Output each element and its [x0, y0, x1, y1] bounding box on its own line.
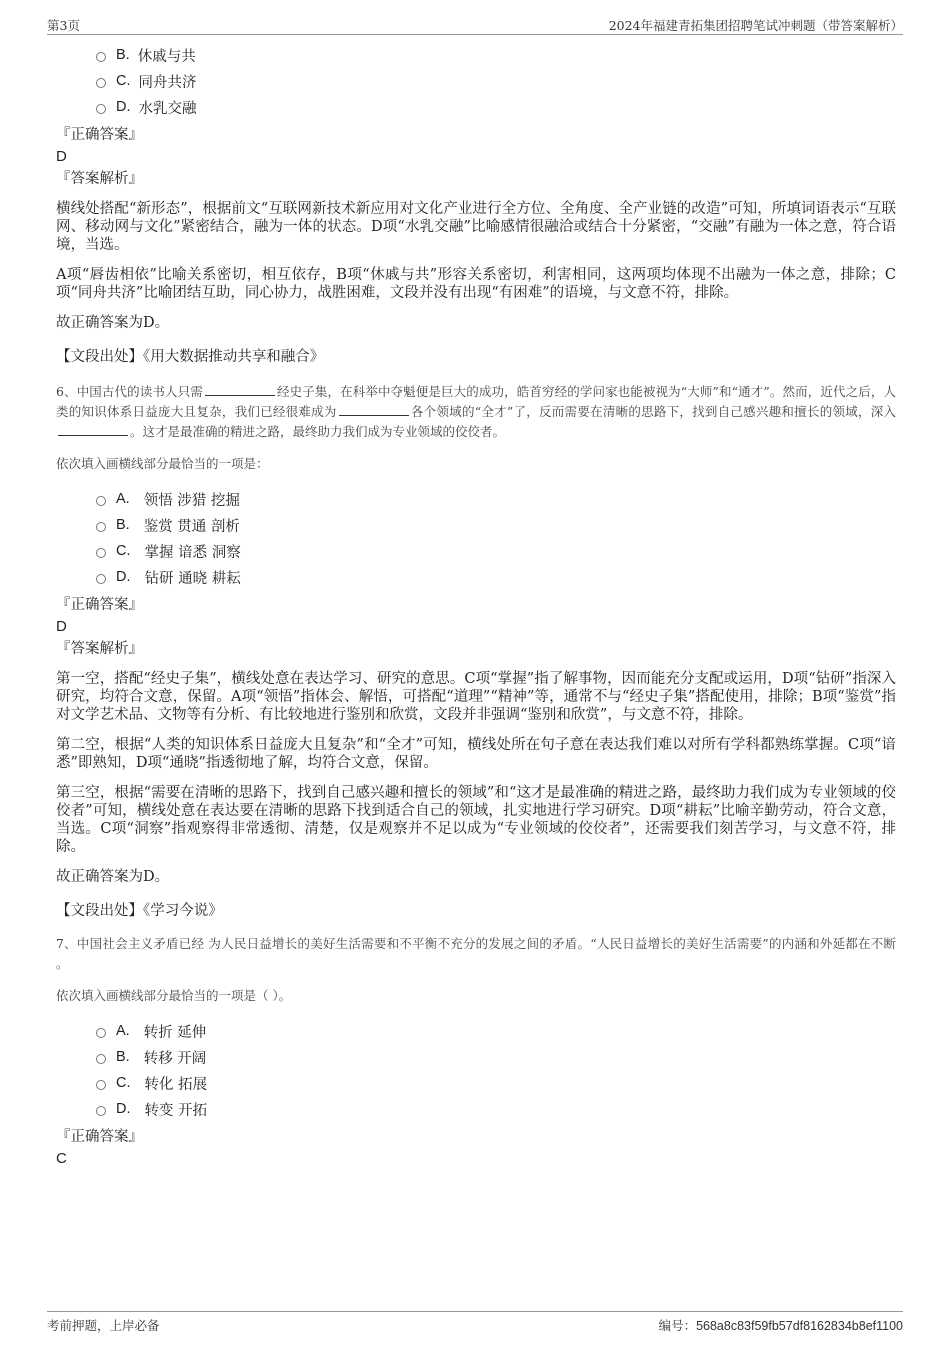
radio-icon[interactable] [96, 496, 106, 506]
analysis-paragraph: 第二空，根据“人类的知识体系日益庞大且复杂”和“全才”可知，横线处所在句子意在表达我们难以对所有学科都熟练掌握。C项“谙悉”即熟知，D项“通晓”指透彻地了解，均符合文意，保留。 [56, 737, 896, 771]
q6-options [56, 486, 896, 590]
question-6-instruction: 依次填入画横线部分最恰当的一项是： [56, 456, 269, 471]
page-header [47, 14, 903, 35]
document-code: 编号：568a8c83f59fb57df8162834b8ef1100 [658, 1319, 903, 1333]
blank-line [58, 423, 128, 436]
option-c[interactable]: C. 掌握 谙悉 洞察 [56, 538, 896, 564]
blank-line [205, 383, 275, 396]
question-7-instruction: 依次填入画横线部分最恰当的一项是（ ）。 [56, 988, 292, 1003]
analysis-conclusion: 故正确答案为D。 [56, 315, 170, 331]
option-b[interactable]: B. 转移 开阔 [56, 1044, 896, 1070]
analysis-paragraph: 第三空，根据“需要在清晰的思路下，找到自己感兴趣和擅长的领域”和“这才是最准确的精进之路，最终助力我们成为专业领域的佼佼者”可知，横线处意在表达要在清晰的思路下找到适合自己的领域，扎实地进行学习研究。D项“耕耘”比喻辛勤劳动，符合文意，当选。C项“洞察”指观察得非常透彻、清楚，仅是观察并不足以成为“专业领域的佼佼者”，还需要我们刻苦学习，与文意不符，排除。 [56, 785, 896, 855]
source-reference: 【文段出处】《用大数据推动共享和融合》 [56, 349, 325, 365]
option-b[interactable]: B. 休戚与共 [56, 42, 896, 68]
radio-icon[interactable] [96, 522, 106, 532]
correct-answer: D [56, 148, 67, 165]
correct-answer-label: 『正确答案』 [56, 127, 143, 143]
radio-icon[interactable] [96, 78, 106, 88]
radio-icon[interactable] [96, 1080, 106, 1090]
question-6-stem: 6、中国古代的读书人只需 经史子集，在科举中夺魁便是巨大的成功，皓首穷经的学问家也能被视为“大师”和“通才”。然而，近代之后，人类的知识体系日益庞大且复杂，我们已经很难成为 各个领域的“全才”了，反而需要在清晰的思路下，找到自己感兴趣和擅长的领域，深入。这才是最准确的精进之路，最终助力我们成为专业领域的佼佼者。 [56, 384, 896, 439]
radio-icon[interactable] [96, 574, 106, 584]
document-title: 2024年福建青拓集团招聘笔试冲刺题（带答案解析） [608, 18, 903, 33]
radio-icon[interactable] [96, 1054, 106, 1064]
option-d[interactable]: D. 钻研 通晓 耕耘 [56, 564, 896, 590]
analysis-label: 『答案解析』 [56, 641, 143, 657]
analysis-paragraph: A项“唇齿相依”比喻关系密切，相互依存，B项“休戚与共”形容关系密切，利害相同，这两项均体现不出融为一体之意，排除；C项“同舟共济”比喻团结互助，同心协力，战胜困难，文段并没有出现“有困难”的语境，与文意不符，排除。 [56, 267, 896, 301]
correct-answer: D [56, 618, 67, 635]
option-b[interactable]: B. 鉴赏 贯通 剖析 [56, 512, 896, 538]
radio-icon[interactable] [96, 104, 106, 114]
footer-slogan: 考前押题，上岸必备 [47, 1318, 160, 1333]
page-number: 第3页 [47, 18, 80, 33]
q7-options [56, 1018, 896, 1122]
question-7-stem: 7、中国社会主义矛盾已经 为人民日益增长的美好生活需要和不平衡不充分的发展之间的矛盾。“人民日益增长的美好生活需要”的内涵和外延都在不断 。 [56, 936, 896, 971]
analysis-label: 『答案解析』 [56, 171, 143, 187]
option-a[interactable]: A. 转折 延伸 [56, 1018, 896, 1044]
analysis-paragraph: 第一空，搭配“经史子集”，横线处意在表达学习、研究的意思。C项“掌握”指了解事物，因而能充分支配或运用，D项“钻研”指深入研究，均符合文意，保留。A项“领悟”指体会、解悟，可搭配“道理”“精神”等，通常不与“经史子集”搭配使用，排除；B项“鉴赏”指对文学艺术品、文物等有分析、有比较地进行鉴别和欣赏，文段并非强调“鉴别和欣赏”，与文意不符，排除。 [56, 671, 896, 723]
radio-icon[interactable] [96, 548, 106, 558]
option-a[interactable]: A. 领悟 涉猎 挖掘 [56, 486, 896, 512]
radio-icon[interactable] [96, 52, 106, 62]
analysis-paragraph: 横线处搭配“新形态”，根据前文“互联网新技术新应用对文化产业进行全方位、全角度、全产业链的改造”可知，所填词语表示“互联网、移动网与文化”紧密结合，融为一体的状态。D项“水乳交融”比喻感情很融洽或结合十分紧密，“交融”有融为一体之意，符合语境，当选。 [56, 201, 896, 253]
option-c[interactable]: C. 同舟共济 [56, 68, 896, 94]
correct-answer-label: 『正确答案』 [56, 597, 143, 613]
analysis-conclusion: 故正确答案为D。 [56, 869, 170, 885]
blank-line [339, 403, 409, 416]
option-c[interactable]: C. 转化 拓展 [56, 1070, 896, 1096]
option-d[interactable]: D. 转变 开拓 [56, 1096, 896, 1122]
source-reference: 【文段出处】《学习今说》 [56, 903, 223, 919]
option-d[interactable]: D. 水乳交融 [56, 94, 896, 120]
correct-answer: C [56, 1150, 67, 1167]
radio-icon[interactable] [96, 1106, 106, 1116]
correct-answer-label: 『正确答案』 [56, 1129, 143, 1145]
page-content [56, 42, 896, 1170]
radio-icon[interactable] [96, 1028, 106, 1038]
q5-options [56, 42, 896, 120]
page-footer [47, 1311, 903, 1336]
